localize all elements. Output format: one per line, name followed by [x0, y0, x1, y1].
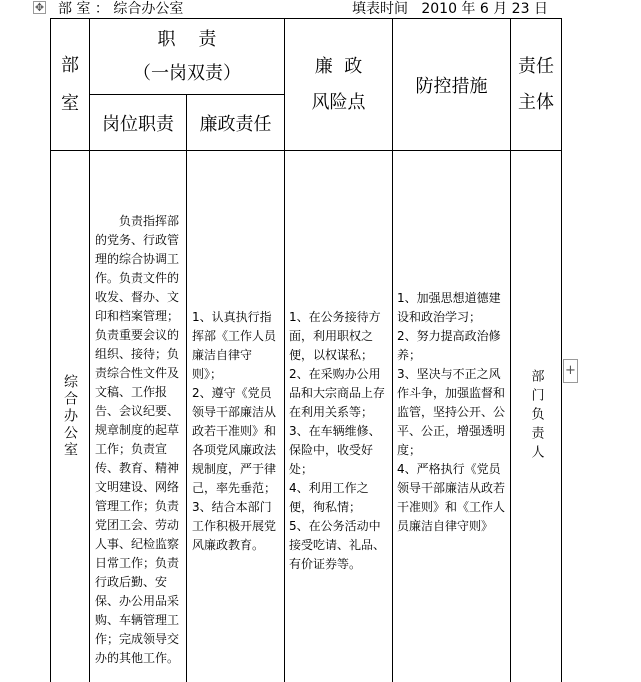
header-clean-duty: 廉政责任 [199, 113, 272, 135]
risk-text: 1、在公务接待方面，利用职权之便，以权谋私； 2、在采购办公用品和大宗商品上存在利用关系等； 3、在车辆维修、保险中，收受好处； 4、利用工作之便，徇私情； 5、在公务活动中接受吃请、礼品、有价证券等。 [289, 310, 386, 571]
header-owner [511, 19, 561, 150]
post-duty-text: 负责指挥部的党务、行政管理的综合协调工作。负责文件的收发、督办、文印和档案管理；负责重要会议的组织、接待；负责综合性文件及文稿、工作报告、会议纪要、规章制度的起草工作；负责宣传、教育、精神文明建设、网络管理工作；负责党团工会、劳动人事、纪检监察日常工作；负责行政后勤、安保、办公用品采购、车辆管理工作；完成领导交办的其他工作。 [95, 214, 180, 665]
header-risk-line-2: 风险点 [311, 91, 366, 113]
header-duty [90, 19, 284, 94]
col-divider-2 [186, 94, 187, 682]
table-move-handle-icon[interactable]: ✥ [34, 1, 45, 14]
owner-value-cell [511, 151, 561, 682]
header-bottom-border [50, 150, 562, 151]
header-post-duty: 岗位职责 [102, 113, 174, 135]
add-column-icon[interactable]: + [563, 359, 578, 383]
fill-date: 填表时间 2010 年 6 月 23 日 [352, 1, 548, 17]
header-dept-line-1: 部 [61, 54, 79, 76]
table-border-right [561, 18, 562, 682]
dept-value-cell [51, 151, 89, 682]
header-risk [285, 19, 392, 150]
header-owner-line-2: 主体 [518, 91, 554, 113]
owner-value: 部门负责人 [528, 369, 544, 464]
header-owner-line-1: 责任 [518, 55, 554, 77]
header-risk-line-1: 廉 政 [314, 55, 363, 77]
header-dept [51, 19, 89, 150]
header-duty-title: 职 责 [157, 28, 217, 50]
dept-value: 综合办公室 [62, 374, 78, 459]
department-header: 部 室 ： 综合办公室 [58, 1, 184, 17]
header-measures: 防控措施 [415, 75, 488, 97]
measures-text: 1、加强思想道德建设和政治学习； 2、努力提高政治修养； 3、坚决与不正之风作斗争，加强监督和监管，坚持公开、公平、公正，增强透明度； 4、严格执行《党员领导干部廉洁从政若干准则》和《工作人员廉洁自律守则》 [397, 291, 506, 533]
header-duty-subtitle: （一岗双责） [133, 62, 241, 84]
clean-duty-text: 1、认真执行指挥部《工作人员廉洁自律守则》； 2、遵守《党员领导干部廉洁从政若干准则》和各项党风廉政法规制度，严于律己，率先垂范； 3、结合本部门工作积极开展党风廉政教育。 [192, 310, 277, 552]
header-dept-line-2: 室 [61, 92, 79, 114]
